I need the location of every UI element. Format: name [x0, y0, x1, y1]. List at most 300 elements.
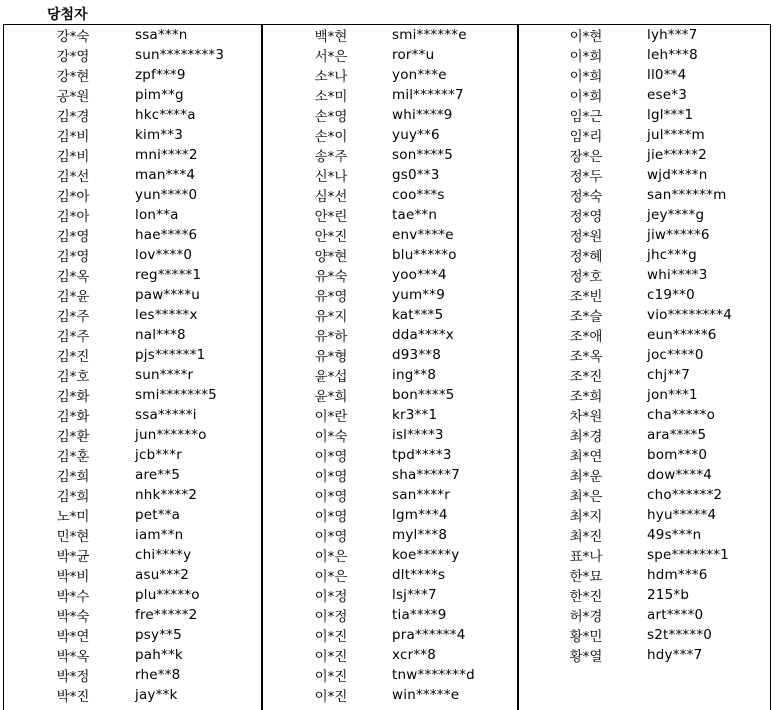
- table-row: [4, 525, 261, 545]
- table-row: [263, 665, 517, 685]
- winner-id: myl***8: [392, 527, 448, 543]
- winner-name: 한*묘: [569, 569, 603, 585]
- table-row: [263, 365, 517, 385]
- winner-id: ll0**4: [647, 67, 687, 83]
- table-row: [519, 345, 770, 365]
- winner-name: 박*정: [56, 669, 90, 685]
- winner-name: 최*진: [569, 529, 603, 545]
- winner-id: pjs******1: [135, 347, 206, 363]
- table-row: [519, 65, 770, 85]
- winner-name: 최*경: [569, 429, 603, 445]
- winner-name: 이*영: [314, 449, 348, 465]
- table-row: [4, 505, 261, 525]
- winner-name: 정*호: [569, 269, 603, 285]
- winner-id: kat***5: [392, 307, 444, 323]
- table-row: [4, 145, 261, 165]
- winner-id: iam**n: [135, 527, 184, 543]
- winner-id: mni****2: [135, 147, 198, 163]
- table-row: [4, 25, 261, 45]
- table-row: [263, 305, 517, 325]
- winner-name: 최*은: [569, 489, 603, 505]
- table-row: [4, 345, 261, 365]
- table-row: [263, 205, 517, 225]
- table-row: [519, 125, 770, 145]
- winner-id: jay**k: [135, 687, 178, 703]
- winner-name: 김*영: [56, 249, 90, 265]
- winner-name: 조*애: [569, 329, 603, 345]
- table-row: [4, 365, 261, 385]
- winner-id: ara****5: [647, 427, 707, 443]
- winner-name: 장*은: [569, 149, 603, 165]
- table-row: [519, 445, 770, 465]
- winner-name: 김*옥: [56, 269, 90, 285]
- winner-id: lgl***1: [647, 107, 694, 123]
- winner-id: pet**a: [135, 507, 181, 523]
- winner-name: 유*형: [314, 349, 348, 365]
- table-row: [263, 25, 517, 45]
- winner-name: 정*숙: [569, 189, 603, 205]
- winner-id: smi*******5: [135, 387, 217, 403]
- winner-name: 박*수: [56, 589, 90, 605]
- winner-name: 조*빈: [569, 289, 603, 305]
- winner-id: isl****3: [392, 427, 444, 443]
- table-row: [263, 565, 517, 585]
- table-row: [263, 525, 517, 545]
- winner-id: ssa***n: [135, 27, 188, 43]
- winner-id: ssa*****i: [135, 407, 197, 423]
- table-row: [519, 265, 770, 285]
- winner-name: 손*영: [314, 109, 348, 125]
- winner-name: 소*나: [314, 69, 348, 85]
- winner-id: d93**8: [392, 347, 442, 363]
- winner-id: are**5: [135, 467, 181, 483]
- table-row: [519, 325, 770, 345]
- winner-name: 임*리: [569, 129, 603, 145]
- table-row: [4, 665, 261, 685]
- winner-id: jie*****2: [647, 147, 707, 163]
- table-row: [263, 185, 517, 205]
- table-row: [519, 545, 770, 565]
- table-row: [519, 585, 770, 605]
- winner-name: 김*환: [56, 429, 90, 445]
- winner-id: ing**8: [392, 367, 437, 383]
- winner-name: 정*원: [569, 229, 603, 245]
- winner-id: bon****5: [392, 387, 455, 403]
- table-row: [519, 165, 770, 185]
- winner-name: 이*정: [314, 609, 348, 625]
- winner-name: 김*진: [56, 349, 90, 365]
- winner-name: 황*열: [569, 649, 603, 665]
- table-row: [519, 505, 770, 525]
- winner-id: jcb***r: [135, 447, 182, 463]
- winner-id: fre*****2: [135, 607, 198, 623]
- winner-id: pra******4: [392, 627, 466, 643]
- table-row: [4, 585, 261, 605]
- winner-name: 김*비: [56, 129, 90, 145]
- table-row: [4, 625, 261, 645]
- table-row: [263, 325, 517, 345]
- winner-id: psy**5: [135, 627, 182, 643]
- winner-name: 김*훈: [56, 449, 90, 465]
- winner-name: 박*연: [56, 629, 90, 645]
- winner-name: 박*숙: [56, 609, 90, 625]
- winner-id: whi****9: [392, 107, 453, 123]
- table-row: [519, 285, 770, 305]
- winner-name: 박*진: [56, 689, 90, 705]
- winner-name: 김*아: [56, 209, 90, 225]
- winner-id: san******m: [647, 187, 727, 203]
- winner-name: 김*화: [56, 389, 90, 405]
- winner-id: asu***2: [135, 567, 190, 583]
- winner-name: 양*현: [314, 249, 348, 265]
- winner-id: hdm***6: [647, 567, 708, 583]
- winner-name: 손*이: [314, 129, 348, 145]
- table-row: [4, 65, 261, 85]
- winner-id: art****0: [647, 607, 704, 623]
- table-row: [4, 685, 261, 705]
- table-row: [519, 625, 770, 645]
- winner-name: 김*호: [56, 369, 90, 385]
- table-row: [519, 205, 770, 225]
- table-row: [519, 225, 770, 245]
- winner-name: 김*주: [56, 329, 90, 345]
- table-row: [4, 265, 261, 285]
- table-row: [263, 65, 517, 85]
- winner-name: 김*경: [56, 109, 90, 125]
- table-row: [4, 105, 261, 125]
- winner-id: lgm***4: [392, 507, 448, 523]
- table-row: [4, 205, 261, 225]
- winner-name: 안*진: [314, 229, 348, 245]
- winner-id: env****e: [392, 227, 454, 243]
- winner-name: 강*숙: [56, 29, 90, 45]
- table-row: [263, 425, 517, 445]
- winner-name: 유*영: [314, 289, 348, 305]
- table-row: [263, 625, 517, 645]
- winner-id: gs0**3: [392, 167, 440, 183]
- winner-id: xcr**8: [392, 647, 437, 663]
- table-row: [263, 685, 517, 705]
- winner-name: 조*슬: [569, 309, 603, 325]
- table-row: [263, 645, 517, 665]
- winner-id: coo***s: [392, 187, 445, 203]
- table-row: [4, 245, 261, 265]
- table-row: [263, 405, 517, 425]
- table-row: [263, 505, 517, 525]
- winner-id: joc****0: [647, 347, 704, 363]
- winner-id: jun******o: [135, 427, 207, 443]
- table-row: [519, 185, 770, 205]
- table-row: [263, 545, 517, 565]
- winner-name: 김*희: [56, 489, 90, 505]
- table-row: [4, 305, 261, 325]
- winner-name: 박*균: [56, 549, 90, 565]
- winner-id: sun********3: [135, 47, 225, 63]
- winner-id: pim**g: [135, 87, 184, 103]
- winner-id: son****5: [392, 147, 454, 163]
- winner-id: yon***e: [392, 67, 447, 83]
- table-row: [4, 565, 261, 585]
- winner-id: vio********4: [647, 307, 732, 323]
- winner-name: 이*희: [569, 69, 603, 85]
- winner-id: nhk****2: [135, 487, 198, 503]
- winner-id: hyu*****4: [647, 507, 717, 523]
- table-row: [519, 245, 770, 265]
- table-row: [263, 85, 517, 105]
- table-row: [519, 525, 770, 545]
- winner-id: sun****r: [135, 367, 194, 383]
- winner-id: tia****9: [392, 607, 447, 623]
- winner-id: spe*******1: [647, 547, 729, 563]
- winner-name: 정*두: [569, 169, 603, 185]
- winner-name: 차*원: [569, 409, 603, 425]
- winner-name: 김*주: [56, 309, 90, 325]
- table-row: [519, 465, 770, 485]
- winner-id: kr3**1: [392, 407, 438, 423]
- winners-column-3: [517, 25, 770, 710]
- table-row: [263, 345, 517, 365]
- winner-id: plu*****o: [135, 587, 200, 603]
- winner-id: eun*****6: [647, 327, 717, 343]
- winner-id: jon***1: [647, 387, 698, 403]
- table-row: [263, 125, 517, 145]
- winner-id: chj**7: [647, 367, 691, 383]
- winner-id: s2t*****0: [647, 627, 713, 643]
- winner-id: lon**a: [135, 207, 179, 223]
- winners-column-1: [4, 25, 261, 710]
- table-row: [4, 425, 261, 445]
- table-row: [263, 605, 517, 625]
- winner-id: yuy**6: [392, 127, 440, 143]
- winner-id: dow****4: [647, 467, 713, 483]
- winner-name: 정*영: [569, 209, 603, 225]
- winner-name: 윤*섭: [314, 369, 348, 385]
- table-row: [263, 465, 517, 485]
- table-row: [263, 225, 517, 245]
- winner-name: 이*진: [314, 689, 348, 705]
- table-row: [4, 385, 261, 405]
- winner-name: 김*화: [56, 409, 90, 425]
- table-row: [519, 45, 770, 65]
- table-row: [519, 485, 770, 505]
- winner-name: 조*옥: [569, 349, 603, 365]
- winner-id: yoo***4: [392, 267, 447, 283]
- table-row: [263, 385, 517, 405]
- table-row: [263, 585, 517, 605]
- winner-name: 김*영: [56, 229, 90, 245]
- table-row: [4, 545, 261, 565]
- winner-name: 유*하: [314, 329, 348, 345]
- winner-id: hkc****a: [135, 107, 196, 123]
- winner-id: c19**0: [647, 287, 695, 303]
- winner-name: 최*운: [569, 469, 603, 485]
- winner-name: 이*영: [314, 489, 348, 505]
- winner-id: leh***8: [647, 47, 698, 63]
- winner-id: tae**n: [392, 207, 438, 223]
- winner-name: 유*숙: [314, 269, 348, 285]
- winner-id: jey****g: [647, 207, 705, 223]
- table-row: [519, 565, 770, 585]
- winner-name: 서*은: [314, 49, 348, 65]
- table-row: [4, 465, 261, 485]
- winner-id: rhe**8: [135, 667, 181, 683]
- winner-id: smi******e: [392, 27, 467, 43]
- winner-name: 송*주: [314, 149, 348, 165]
- winner-name: 윤*희: [314, 389, 348, 405]
- winner-id: whi****3: [647, 267, 708, 283]
- table-row: [4, 45, 261, 65]
- winner-name: 조*희: [569, 389, 603, 405]
- winner-id: win*****e: [392, 687, 460, 703]
- table-row: [263, 445, 517, 465]
- winner-name: 최*지: [569, 509, 603, 525]
- winner-id: lsj***7: [392, 587, 437, 603]
- winner-name: 황*민: [569, 629, 603, 645]
- winner-id: cha*****o: [647, 407, 716, 423]
- table-row: [263, 265, 517, 285]
- page-title: 당첨자: [47, 7, 88, 23]
- table-row: [4, 285, 261, 305]
- winner-name: 임*근: [569, 109, 603, 125]
- winner-name: 김*아: [56, 189, 90, 205]
- winner-name: 강*영: [56, 49, 90, 65]
- winner-name: 이*희: [569, 49, 603, 65]
- winner-name: 백*현: [314, 29, 348, 45]
- winner-id: zpf***9: [135, 67, 186, 83]
- table-row: [519, 605, 770, 625]
- winner-id: kim**3: [135, 127, 184, 143]
- winner-id: jul****m: [647, 127, 705, 143]
- winner-id: yum**9: [392, 287, 445, 303]
- winner-name: 조*진: [569, 369, 603, 385]
- winner-id: dda****x: [392, 327, 455, 343]
- winner-id: nal***8: [135, 327, 186, 343]
- winner-id: tnw*******d: [392, 667, 475, 683]
- winner-name: 이*희: [569, 89, 603, 105]
- table-row: [4, 485, 261, 505]
- winner-name: 신*나: [314, 169, 348, 185]
- winner-name: 강*현: [56, 69, 90, 85]
- table-row: [4, 445, 261, 465]
- winner-id: san****r: [392, 487, 451, 503]
- winner-id: ese*3: [647, 87, 687, 103]
- winner-name: 공*원: [56, 89, 90, 105]
- winner-id: hae****6: [135, 227, 198, 243]
- winner-id: jiw*****6: [647, 227, 710, 243]
- winner-name: 이*영: [314, 509, 348, 525]
- winner-name: 한*진: [569, 589, 603, 605]
- winner-name: 노*미: [56, 509, 90, 525]
- table-row: [263, 285, 517, 305]
- table-row: [519, 425, 770, 445]
- winners-table: [3, 24, 771, 710]
- winner-name: 이*정: [314, 589, 348, 605]
- winner-id: reg*****1: [135, 267, 202, 283]
- winner-name: 안*린: [314, 209, 348, 225]
- table-row: [519, 105, 770, 125]
- winner-name: 김*희: [56, 469, 90, 485]
- winner-name: 표*나: [569, 549, 603, 565]
- table-row: [4, 325, 261, 345]
- table-row: [4, 125, 261, 145]
- winner-name: 박*옥: [56, 649, 90, 665]
- winner-id: les*****x: [135, 307, 198, 323]
- winner-name: 유*지: [314, 309, 348, 325]
- winner-id: sha*****7: [392, 467, 461, 483]
- table-row: [263, 245, 517, 265]
- winner-id: ror**u: [392, 47, 435, 63]
- winner-name: 이*란: [314, 409, 348, 425]
- table-row: [4, 165, 261, 185]
- table-row: [263, 45, 517, 65]
- table-row: [519, 305, 770, 325]
- winners-column-2: [261, 25, 517, 710]
- table-row: [519, 385, 770, 405]
- winner-name: 이*진: [314, 669, 348, 685]
- winner-name: 심*선: [314, 189, 348, 205]
- table-row: [4, 85, 261, 105]
- table-row: [263, 165, 517, 185]
- winner-name: 김*윤: [56, 289, 90, 305]
- winner-id: wjd****n: [647, 167, 708, 183]
- winner-name: 이*진: [314, 629, 348, 645]
- winner-id: koe*****y: [392, 547, 460, 563]
- winner-name: 이*숙: [314, 429, 348, 445]
- table-row: [263, 485, 517, 505]
- table-row: [519, 85, 770, 105]
- winner-id: mil******7: [392, 87, 464, 103]
- table-row: [519, 25, 770, 45]
- winner-id: chi****y: [135, 547, 192, 563]
- winner-name: 이*진: [314, 649, 348, 665]
- winner-name: 정*혜: [569, 249, 603, 265]
- table-row: [263, 105, 517, 125]
- winner-name: 이*영: [314, 469, 348, 485]
- winner-id: man***4: [135, 167, 196, 183]
- winner-name: 박*비: [56, 569, 90, 585]
- winner-name: 최*연: [569, 449, 603, 465]
- table-row: [4, 405, 261, 425]
- table-row: [519, 405, 770, 425]
- winner-name: 이*은: [314, 549, 348, 565]
- winner-name: 김*선: [56, 169, 90, 185]
- winner-id: pah**k: [135, 647, 183, 663]
- winner-id: paw****u: [135, 287, 201, 303]
- winner-id: yun****0: [135, 187, 198, 203]
- table-row: [4, 225, 261, 245]
- table-row: [519, 365, 770, 385]
- winner-id: blu*****o: [392, 247, 457, 263]
- table-row: [519, 645, 770, 665]
- table-row: [4, 645, 261, 665]
- winner-name: 민*현: [56, 529, 90, 545]
- winner-name: 허*경: [569, 609, 603, 625]
- winner-name: 이*은: [314, 569, 348, 585]
- winner-name: 김*비: [56, 149, 90, 165]
- winner-id: lov****0: [135, 247, 193, 263]
- winner-id: lyh***7: [647, 27, 698, 43]
- winner-id: hdy***7: [647, 647, 703, 663]
- winner-name: 소*미: [314, 89, 348, 105]
- table-row: [4, 185, 261, 205]
- winner-name: 이*영: [314, 529, 348, 545]
- winner-id: 49s***n: [647, 527, 702, 543]
- table-row: [519, 145, 770, 165]
- winner-id: 215*b: [647, 587, 690, 603]
- winner-id: cho******2: [647, 487, 723, 503]
- winner-id: dlt****s: [392, 567, 446, 583]
- table-row: [263, 145, 517, 165]
